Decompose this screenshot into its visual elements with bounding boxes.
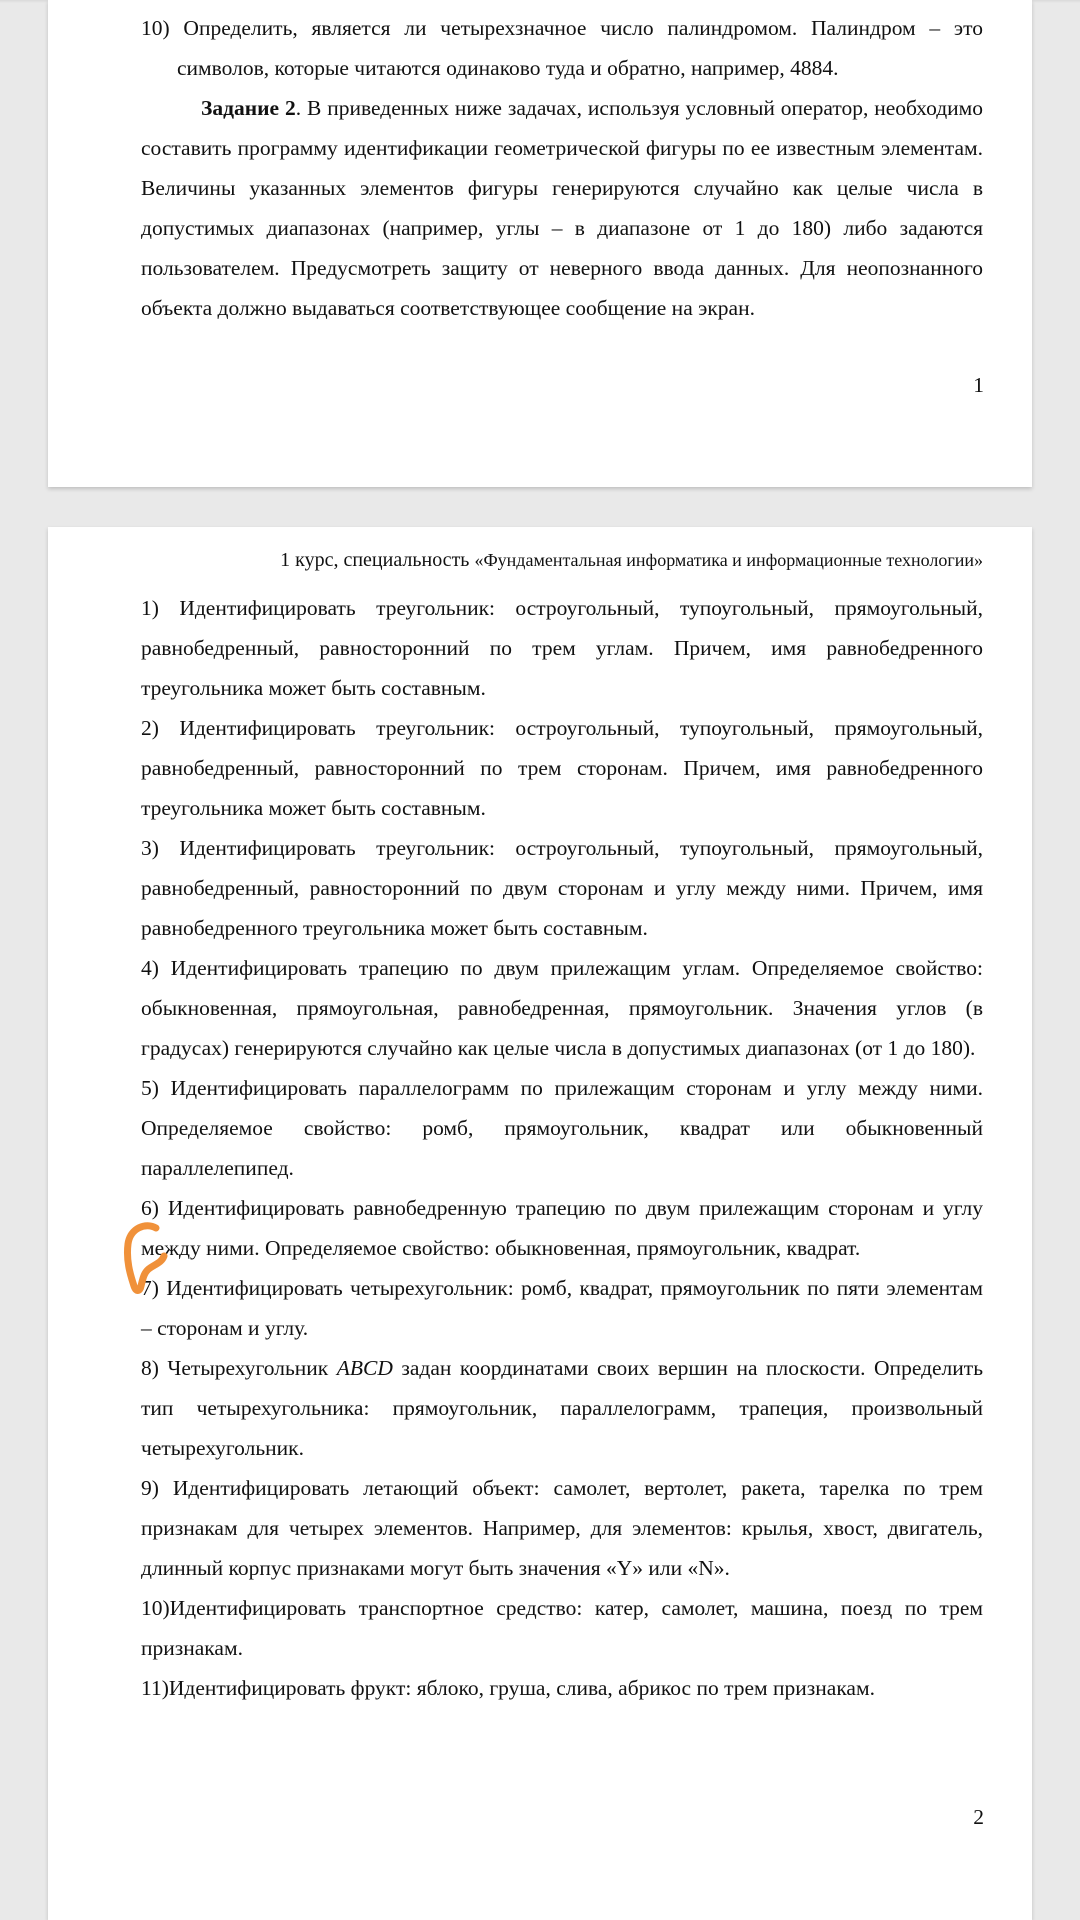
page-2 — [48, 527, 1032, 1920]
item8-prefix: 8) Четырехугольник — [141, 1356, 337, 1380]
task-item-9: 9) Идентифицировать летающий объект: самолет, вертолет, ракета, тарелка по трем признакам для четырех элементов. Например, для элементов: крылья, хвост, двигатель, длинный корпус признаками могут быть значения «Y» или «N». — [141, 1476, 983, 1580]
task-2-label: Задание 2 — [201, 96, 296, 120]
task-item-3: 3) Идентифицировать треугольник: остроугольный, тупоугольный, прямоугольный, равнобедренный, равносторонний по двум сторонам и углу между ними. Причем, имя равнобедренного треугольника может быть составным. — [141, 836, 983, 940]
page-number-1: 1 — [973, 373, 984, 397]
task-2-paragraph — [141, 88, 983, 328]
page-2-content — [141, 542, 983, 1708]
task-item-1: 1) Идентифицировать треугольник: остроугольный, тупоугольный, прямоугольный, равнобедренный, равносторонний по трем углам. Причем, имя равнобедренного треугольника может быть составным. — [141, 596, 983, 700]
task-2-text: . В приведенных ниже задачах, используя условный оператор, необходимо составить программу идентификации геометрической фигуры по ее известным элементам. Величины указанных элементов фигуры генерируются случайно как целые числа в допустимых диапазонах (например, углы – в диапазоне от 1 до 180) либо задаются пользователем. Предусмотреть защиту от неверного ввода данных. Для неопознанного объекта должно выдаваться соответствующее сообщение на экран. — [141, 96, 983, 320]
item8-rest: задан координатами своих вершин на плоскости. Определить тип четырехугольника: прямоугольник, параллелограмм, трапеция, произвольный четырехугольник. — [141, 1356, 983, 1460]
task-item-10: 10)Идентифицировать транспортное средство: катер, самолет, машина, поезд по трем признакам. — [141, 1596, 983, 1660]
task-item-7: 7) Идентифицировать четырехугольник: ромб, квадрат, прямоугольник по пяти элементам – сторонам и углу. — [141, 1276, 983, 1340]
task-item-6: 6) Идентифицировать равнобедренную трапецию по двум прилежащим сторонам и углу между ними. Определяемое свойство: обыкновенная, прямоугольник, квадрат. — [141, 1196, 983, 1260]
page-1 — [48, 0, 1032, 487]
page-number-2: 2 — [973, 1805, 984, 1829]
page-1-content — [141, 8, 983, 328]
page-header — [141, 542, 983, 578]
task-item-2: 2) Идентифицировать треугольник: остроугольный, тупоугольный, прямоугольный, равнобедренный, равносторонний по трем сторонам. Причем, имя равнобедренного треугольника может быть составным. — [141, 716, 983, 820]
page1-item-10: 10) Определить, является ли четырехзначное число палиндромом. Палиндром – это символов, которые читаются одинаково туда и обратно, например, 4884. — [141, 16, 983, 80]
task-item-5: 5) Идентифицировать параллелограмм по прилежащим сторонам и углу между ними. Определяемое свойство: ромб, прямоугольник, квадрат или обыкновенный параллелепипед. — [141, 1076, 983, 1180]
header-specialty: «Фундаментальная информатика и информационные технологии» — [474, 550, 983, 570]
item8-abcd: ABCD — [336, 1356, 393, 1380]
task-item-11: 11)Идентифицировать фрукт: яблоко, груша, слива, абрикос по трем признакам. — [141, 1676, 875, 1700]
header-prefix: 1 курс, специальность — [280, 549, 475, 571]
task-item-8 — [141, 1348, 983, 1468]
task-item-4: 4) Идентифицировать трапецию по двум прилежащим углам. Определяемое свойство: обыкновенная, прямоугольная, равнобедренная, прямоугольник. Значения углов (в градусах) генерируются случайно как целые числа в допустимых диапазонах (от 1 до 180). — [141, 956, 983, 1060]
